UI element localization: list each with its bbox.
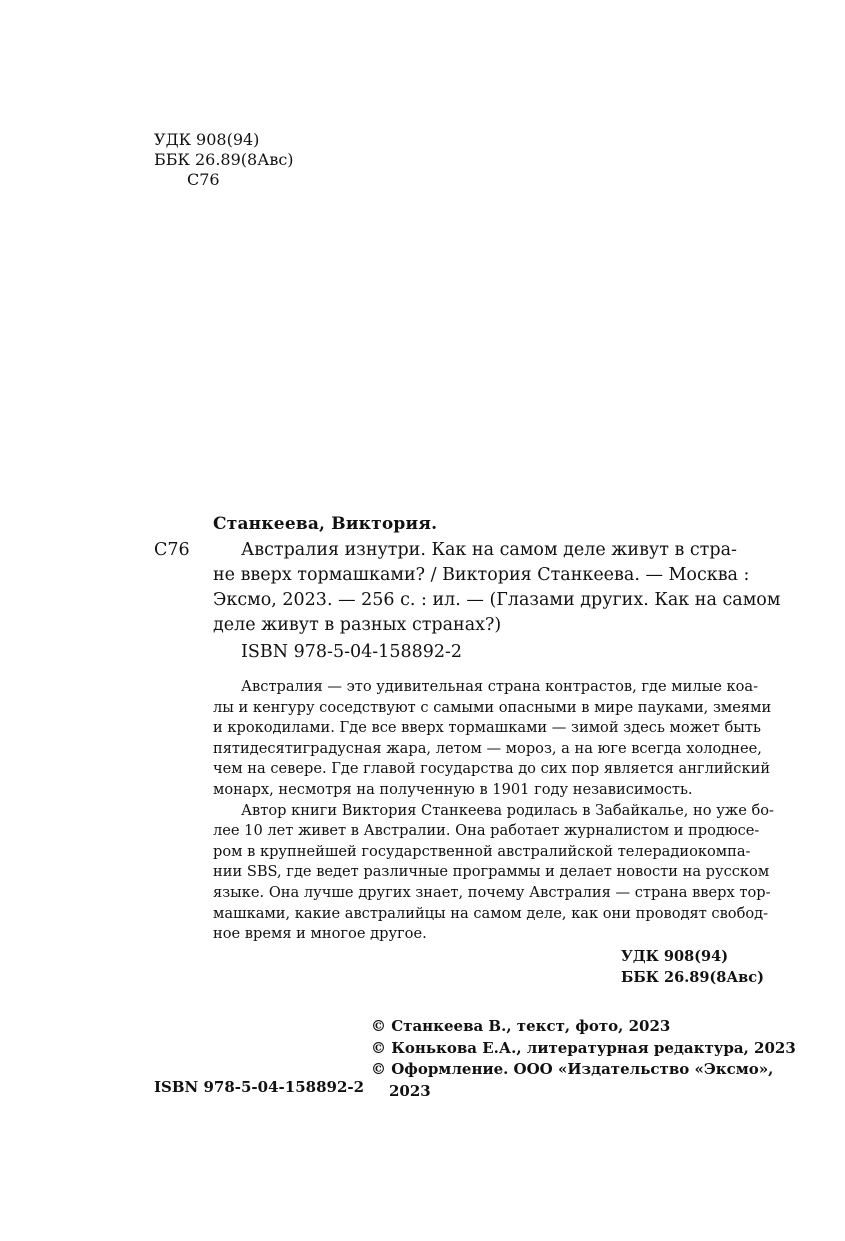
copyright-line-2: © Конькова Е.А., литературная редактура, 2023 [371, 1038, 796, 1057]
entry-description-line-2: не вверх тормашками? / Виктория Станкеева. — Москва : [213, 565, 750, 585]
bottom-udk: УДК 908(94) [621, 948, 729, 965]
copyright-line-1: © Станкеева В., текст, фото, 2023 [371, 1017, 671, 1035]
copyright-line-4: 2023 [389, 1081, 431, 1100]
top-bbk: ББК 26.89(8Авс) [154, 150, 294, 169]
annotation-p2-line-6: машками, какие австралийцы на самом деле, как они проводят свобод- [213, 904, 769, 922]
annotation-p2-line-7: ное время и многое другое. [213, 925, 427, 943]
top-udk: УДК 908(94) [154, 130, 260, 149]
bottom-bbk: ББК 26.89(8Авс) [621, 969, 764, 986]
entry-author-mark: С76 [154, 540, 190, 560]
annotation-p1-line-1: Австралия — это удивительная страна контрастов, где милые коа- [241, 678, 759, 695]
annotation-p1-line-5: чем на севере. Где главой государства до сих пор является английский [213, 760, 771, 778]
annotation-p2-line-5: языке. Она лучше других знает, почему Австралия — страна вверх тор- [213, 884, 771, 901]
entry-isbn: ISBN 978-5-04-158892-2 [241, 642, 463, 662]
annotation-p1-line-4: пятидесятиградусная жара, летом — мороз, а на юге всегда холоднее, [213, 739, 762, 757]
top-author-mark: С76 [187, 170, 220, 189]
annotation-p1-line-6: монарх, несмотря на полученную в 1901 году независимость. [213, 781, 693, 798]
annotation-p1-line-2: лы и кенгуру соседствуют с самыми опасными в мире пауками, змеями [213, 698, 772, 716]
annotation-p2-line-3: ром в крупнейшей государственной австралийской телерадиокомпа- [213, 842, 751, 860]
footer-isbn: ISBN 978-5-04-158892-2 [154, 1078, 365, 1096]
annotation-p2-line-1: Автор книги Виктория Станкеева родилась в Забайкалье, но уже бо- [241, 801, 774, 819]
entry-description-line-3: Эксмо, 2023. — 256 с. : ил. — (Глазами других. Как на самом [213, 590, 781, 610]
copyright-line-3: © Оформление. ООО «Издательство «Эксмо», [371, 1060, 774, 1078]
entry-description-line-4: деле живут в разных странах?) [213, 615, 502, 635]
annotation-p2-line-4: нии SBS, где ведет различные программы и делает новости на русском [213, 863, 770, 881]
entry-author: Станкеева, Виктория. [213, 514, 438, 534]
annotation-p2-line-2: лее 10 лет живет в Австралии. Она работает журналистом и продюсе- [213, 822, 760, 840]
annotation-p1-line-3: и крокодилами. Где все вверх тормашками — зимой здесь может быть [213, 719, 761, 737]
entry-description-line-1: Австралия изнутри. Как на самом деле живут в стра- [241, 540, 737, 560]
